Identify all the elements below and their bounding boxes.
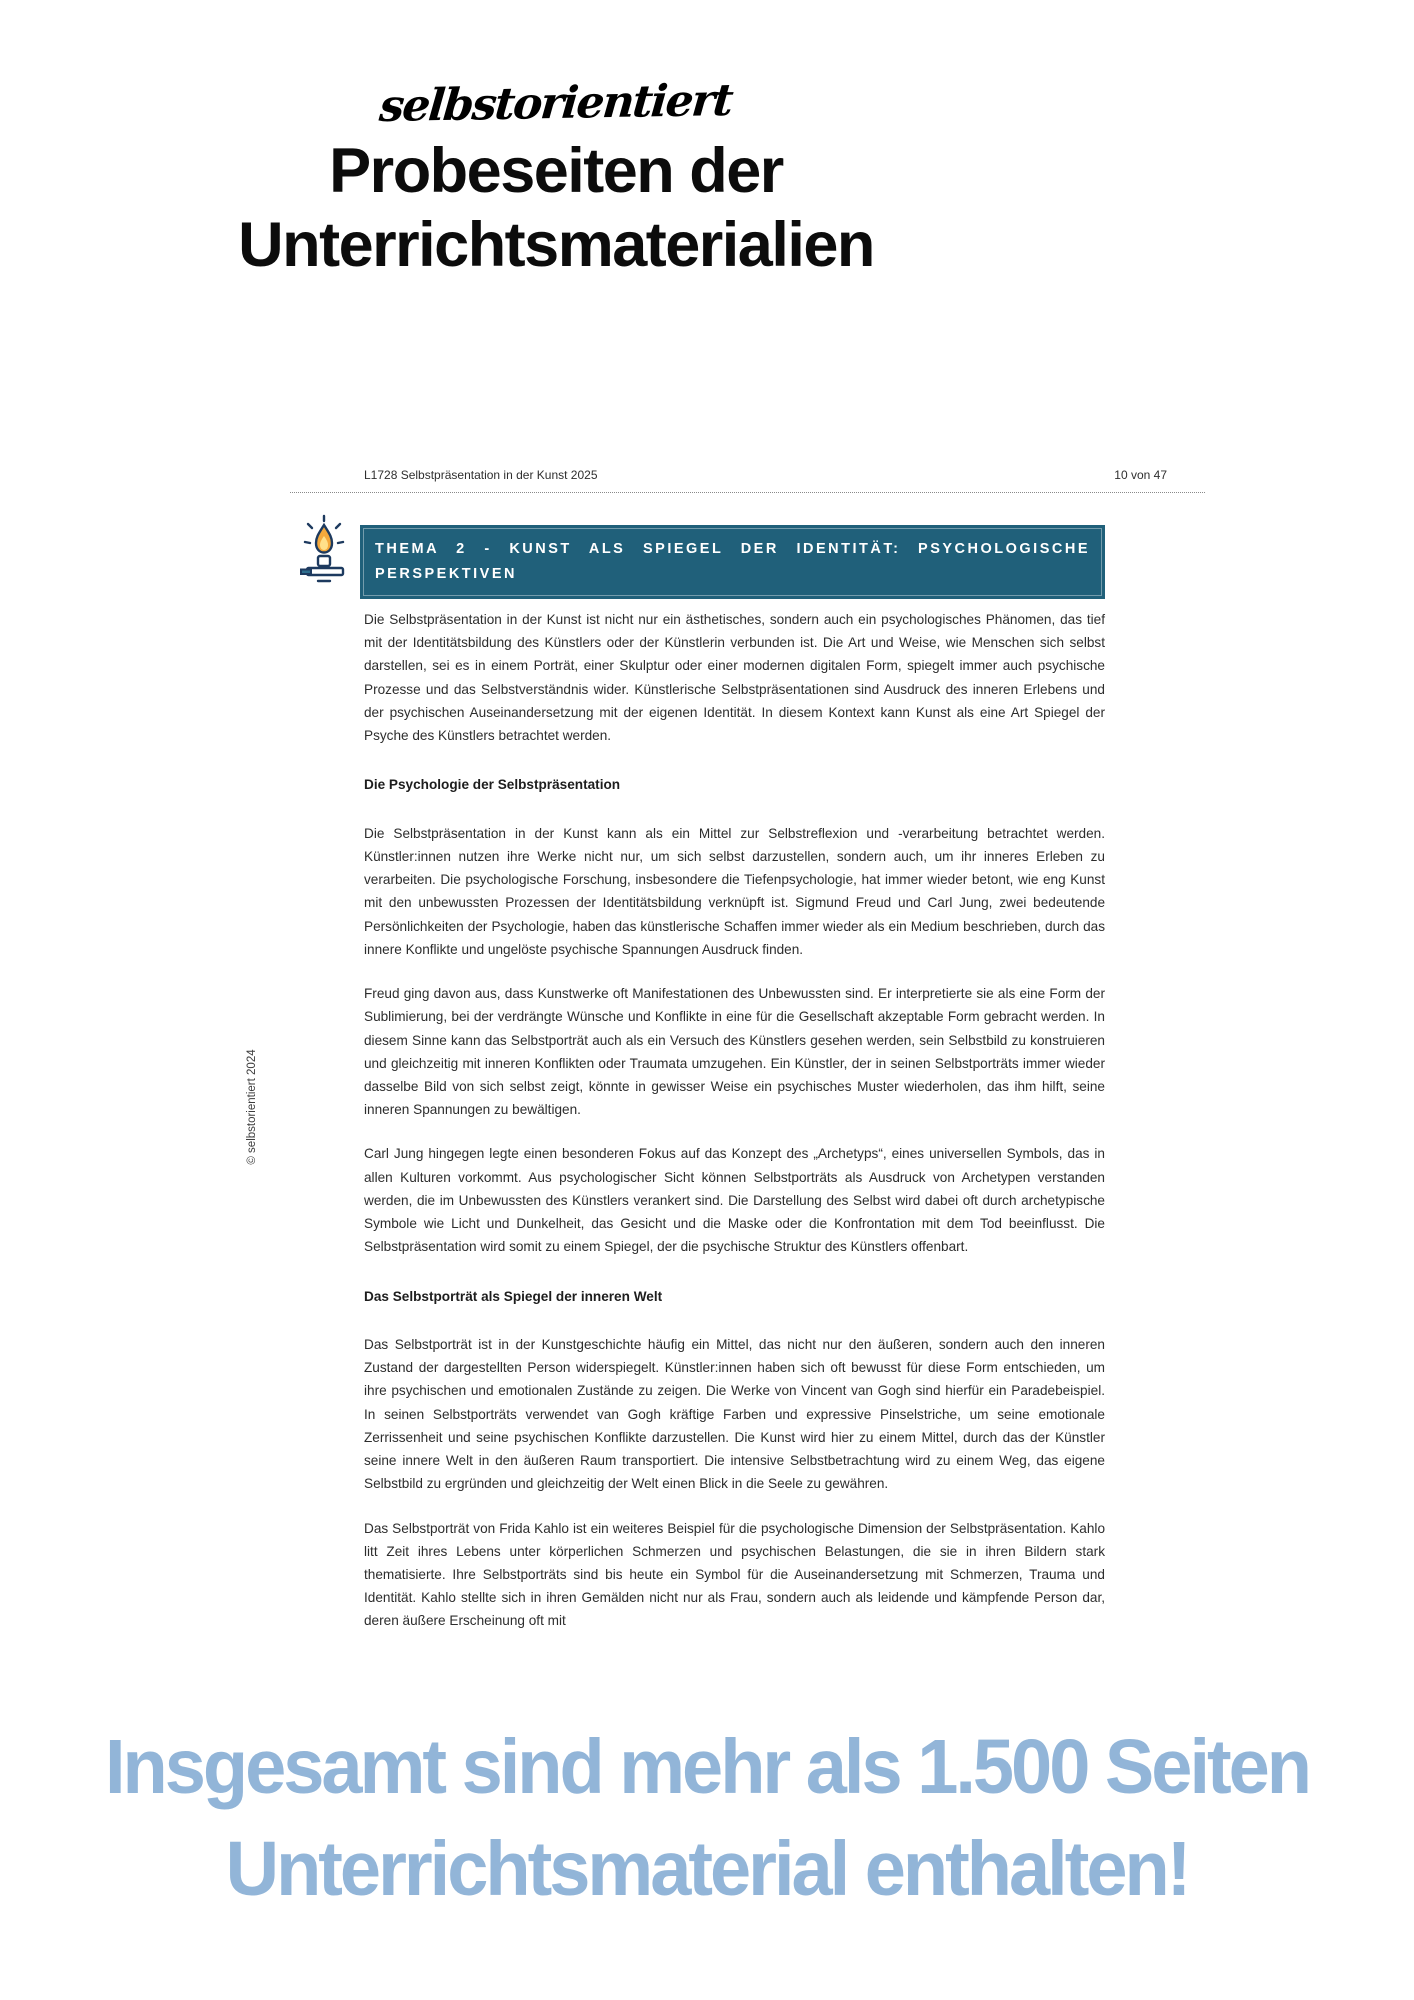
- subheading-psychologie: Die Psychologie der Selbstpräsentation: [364, 777, 621, 793]
- document-preview-page: [246, 468, 1205, 1629]
- document-page-number: 10 von 47: [1114, 468, 1167, 482]
- footer-claim-line1: Insgesamt sind mehr als 1.500 Seiten: [104, 1723, 1310, 1810]
- paragraph-selbstreflexion: Die Selbstpräsentation in der Kunst kann als ein Mittel zur Selbstreflexion und -verarbeitung betrachtet werden. Künstler:innen nutzen ihre Werke nicht nur, um sich selbst darzustellen, sondern auch, um ihr inneres Erleben zu verarbeiten. Die psychologische Forschung, insbesondere die Tiefenpsychologie, hat immer wieder betont, wie eng Kunst mit den unbewussten Prozessen der Identitätsbildung verknüpft ist. Sigmund Freud und Carl Jung, zwei bedeutende Persönlichkeiten der Psychologie, haben das künstlerische Schaffen immer wieder als ein Medium beschrieben, durch das innere Konflikte und ungelöste psychische Spannungen Ausdruck finden.: [364, 825, 1105, 957]
- paragraph-jung: Carl Jung hingegen legte einen besonderen Fokus auf das Konzept des „Archetyps“, eines universellen Symbols, das in allen Kulturen vorkommt. Aus psychologischer Sicht können Selbstporträts als Ausdruck von Archetypen verstanden werden, die im Unbewussten des Künstlers verankert sind. Die Darstellung des Selbst wird dabei oft durch archetypische Symbole wie Licht und Dunkelheit, das Gesicht und die Maske oder die Konfrontation mit dem Tod beeinflusst. Die Selbstpräsentation wird somit zu einem Spiegel, der die psychische Struktur des Künstlers offenbart.: [364, 1146, 1105, 1255]
- document-body: [364, 608, 1105, 1654]
- footer-claim: [0, 1716, 1414, 1919]
- page-title: [0, 135, 1112, 282]
- paragraph-van-gogh: Das Selbstporträt ist in der Kunstgeschichte häufig ein Mittel, das nicht nur den äußeren, sondern auch den inneren Zustand der dargestellten Person widerspiegelt. Künstler:innen haben sich oft bewusst für diese Form entschieden, um ihre psychischen und emotionalen Zustände zu zeigen. Die Werke von Vincent van Gogh sind hierfür ein Paradebeispiel. In seinen Selbstporträts verwendet van Gogh kräftige Farben und expressive Pinselstriche, um seine emotionale Zerrissenheit und seine psychischen Konflikte darzustellen. Die Kunst wird hier zu einem Mittel, durch das der Künstler seine innere Welt in den äußeren Raum transportiert. Die intensive Selbstbetrachtung wird zu einem Weg, das eigene Selbstbild zu ergründen und gleichzeitig der Welt einen Blick in die Seele zu gewähren.: [364, 1336, 1105, 1492]
- page-title-line2: Unterrichtsmaterialien: [238, 209, 874, 280]
- subheading-selbstportraet: Das Selbstporträt als Spiegel der inneren Welt: [364, 1288, 663, 1304]
- paragraph-freud: Freud ging davon aus, dass Kunstwerke oft Manifestationen des Unbewussten sind. Er interpretierte sie als eine Form der Sublimierung, bei der verdrängte Wünsche und Konflikte in eine für die Gesellschaft akzeptable Form gebracht werden. In diesem Sinne kann das Selbstporträt auch als ein Versuch des Künstlers gesehen werden, sein Selbstbild zu konstruieren und gleichzeitig mit inneren Konflikten oder Traumata umzugehen. Ein Künstler, der in seinen Selbstporträts immer wieder dasselbe Bild von sich selbst zeigt, könnte in gewisser Weise ein psychisches Muster wiederholen, das ihm hilft, seine inneren Spannungen zu bewältigen.: [364, 986, 1105, 1118]
- copyright-vertical-label: © selbstorientiert 2024: [246, 1049, 258, 1165]
- topic-banner: THEMA 2 - KUNST ALS SPIEGEL DER IDENTITÄT: PSYCHOLOGISCHE PERSPEKTIVEN: [360, 525, 1105, 599]
- document-header: [290, 468, 1205, 493]
- page-title-line1: Probeseiten der: [329, 136, 783, 206]
- paragraph-frida-kahlo: Das Selbstporträt von Frida Kahlo ist ein weiteres Beispiel für die psychologische Dimension der Selbstpräsentation. Kahlo litt Zeit ihres Lebens unter körperlichen Schmerzen und psychischen Belastungen, die sie in ihren Bildern stark thematisierte. Ihre Selbstporträts sind bis heute ein Symbol für die Auseinandersetzung mit Schmerzen, Trauma und Identität. Kahlo stellte sich in ihren Gemälden nicht nur als Frau, sondern auch als leidende und kämpfende Person dar, deren äußere Erscheinung oft mit: [364, 1520, 1105, 1629]
- brand-logo: selbstorientiert: [377, 74, 735, 133]
- candle-icon: [298, 512, 350, 596]
- top-branding-section: [0, 74, 1112, 282]
- document-header-title: L1728 Selbstpräsentation in der Kunst 2025: [364, 468, 598, 482]
- paragraph-intro: Die Selbstpräsentation in der Kunst ist nicht nur ein ästhetisches, sondern auch ein psychologisches Phänomen, das tief mit der Identitätsbildung des Künstlers oder der Künstlerin verbunden ist. Die Art und Weise, wie Menschen sich selbst darstellen, sei es in einem Porträt, einer Skulptur oder einer modernen digitalen Form, spiegelt immer auch psychische Prozesse und das Selbstverständnis wider. Künstlerische Selbstpräsentationen sind Ausdruck des inneren Erlebens und der psychischen Auseinandersetzung mit der eigenen Identität. In diesem Kontext kann Kunst als eine Art Spiegel der Psyche des Künstlers betrachtet werden.: [364, 612, 1105, 744]
- footer-claim-line2: Unterrichtsmaterial enthalten!: [225, 1824, 1189, 1912]
